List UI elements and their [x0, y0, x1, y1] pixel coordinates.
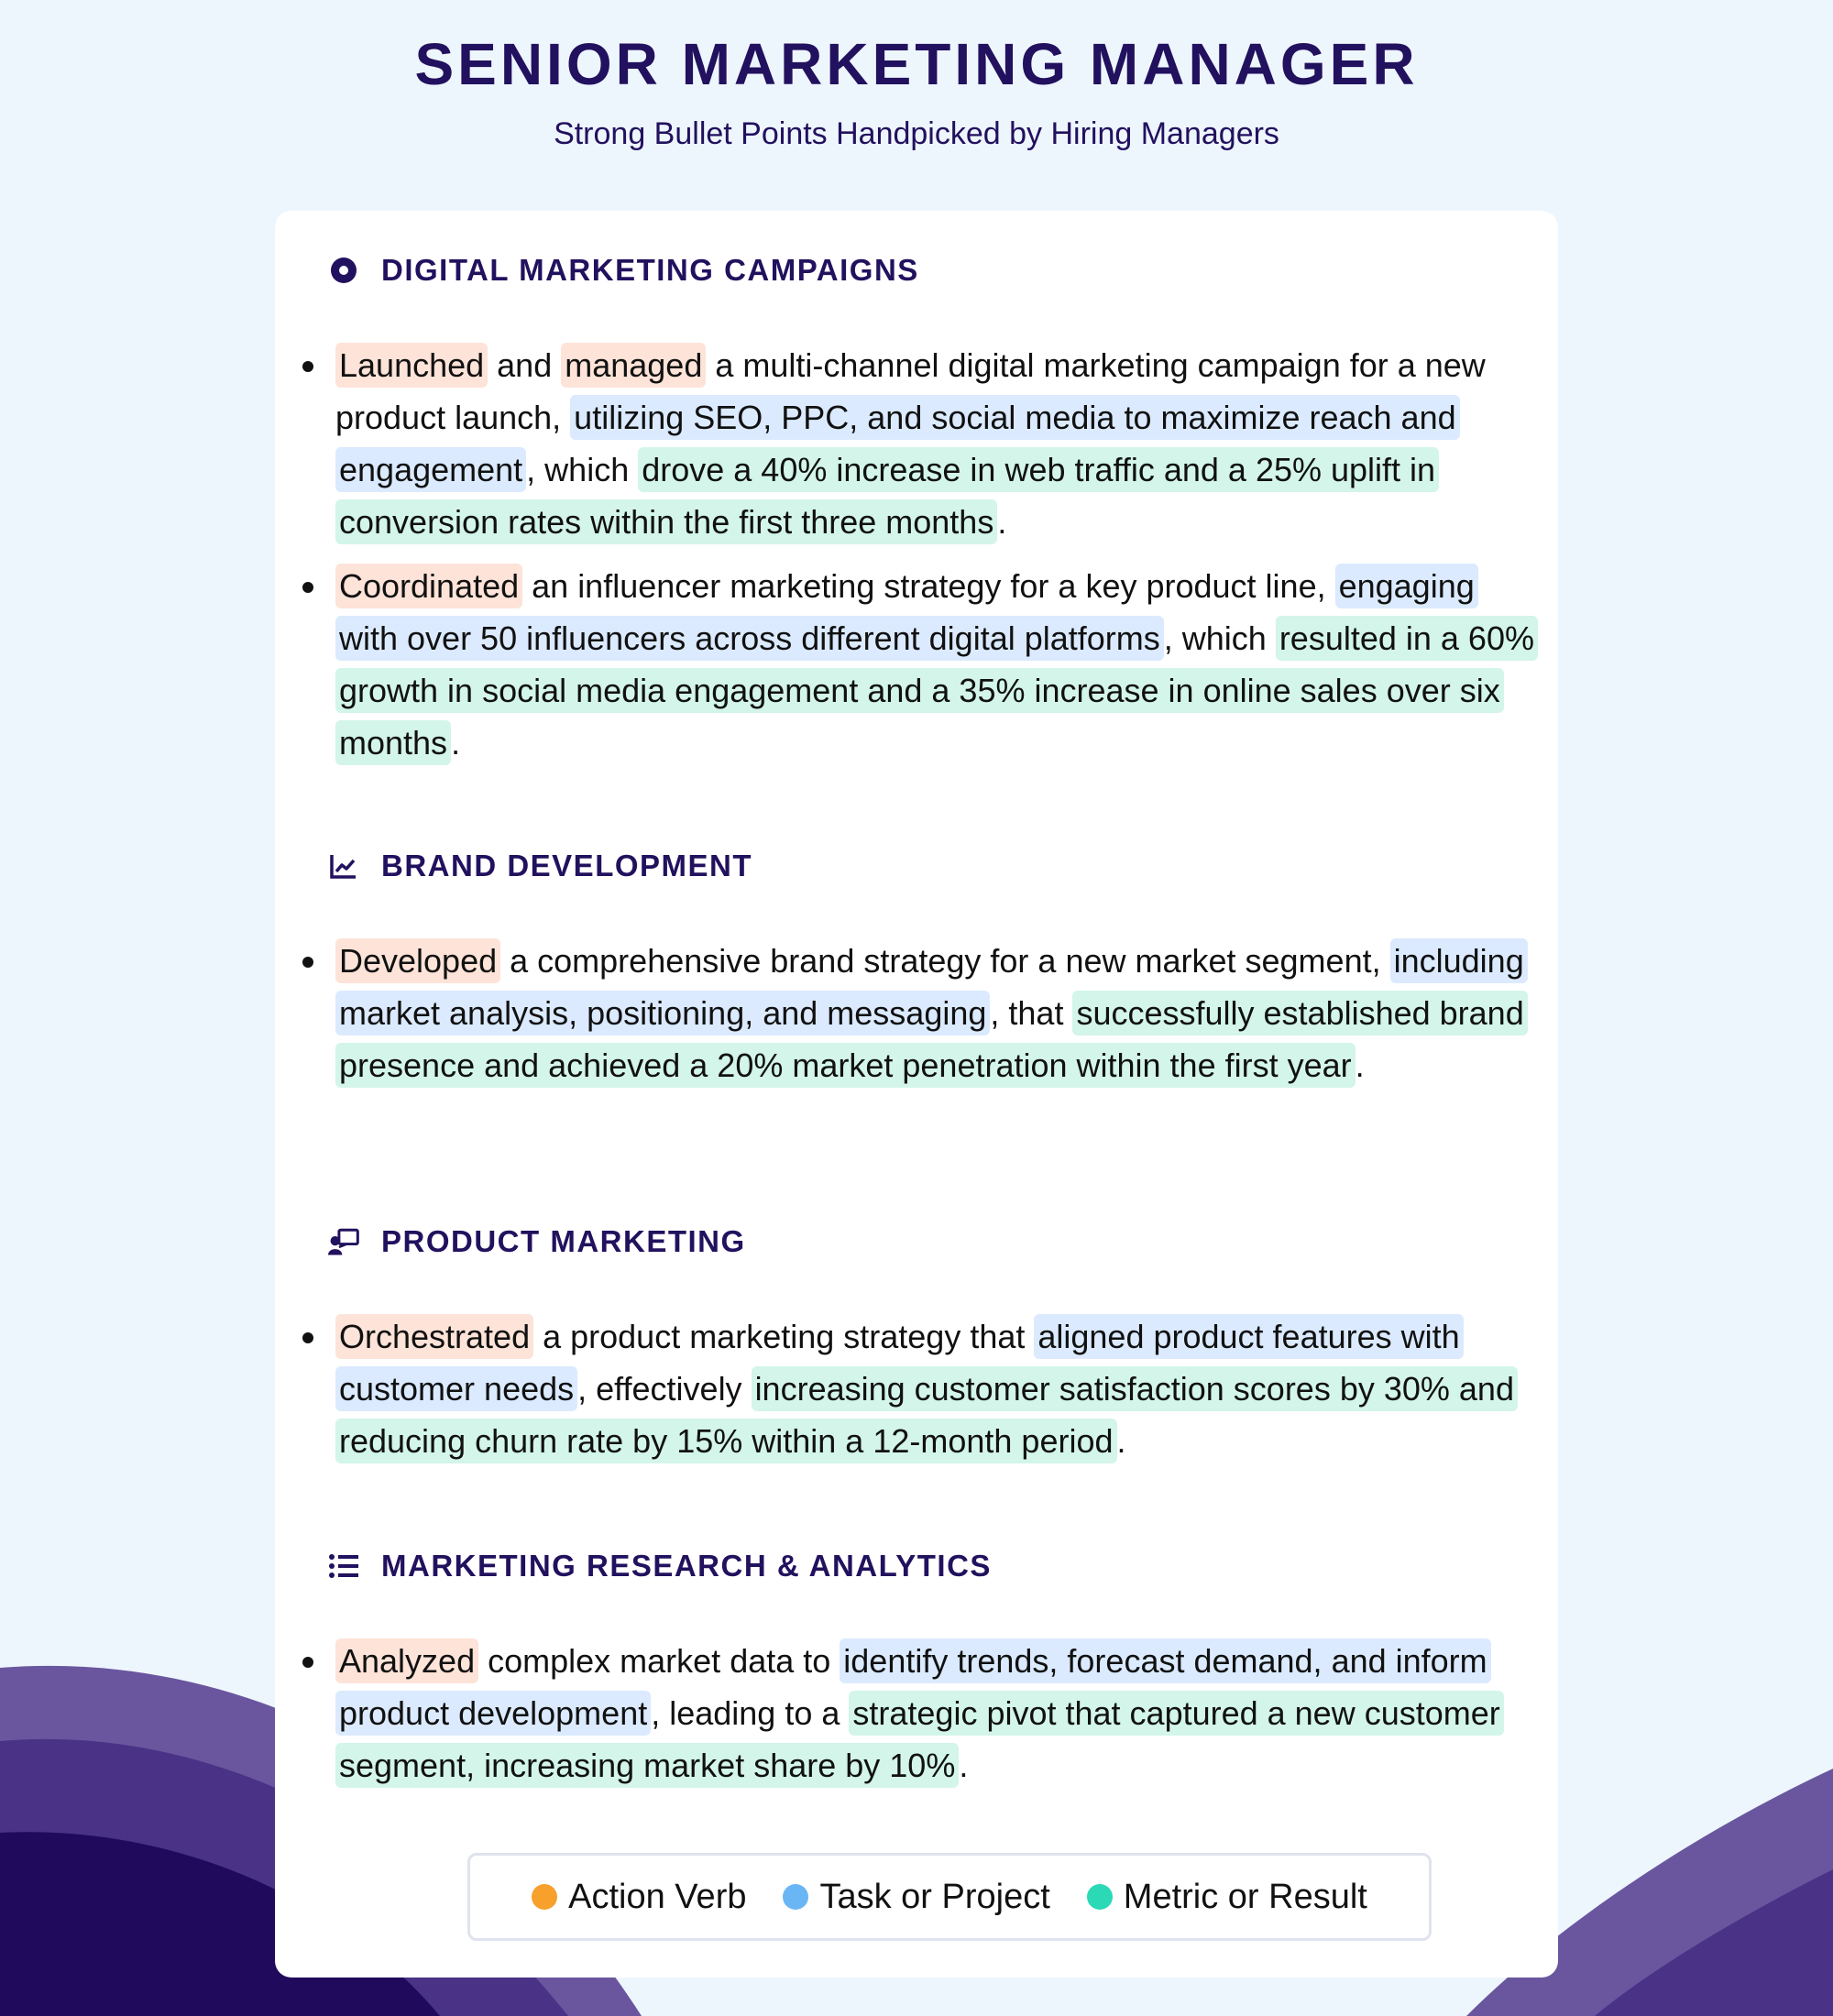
bullet-text: .	[959, 1747, 969, 1784]
legend-item-task	[783, 1878, 1049, 1917]
bullet-list	[275, 1310, 1558, 1479]
legend-label: Metric or Result	[1123, 1877, 1367, 1916]
metric-phrase: drove a 40% increase in web traffic and a 25% uplift in conversion rates within the first three months	[335, 447, 1439, 544]
bullet-list	[275, 1635, 1558, 1803]
task-phrase: aligned product features with customer needs	[335, 1314, 1464, 1411]
section-header-research-analytics	[328, 1543, 992, 1589]
action-verb: Analyzed	[335, 1638, 478, 1683]
legend-item-metric	[1087, 1878, 1367, 1917]
section-header-brand-development	[328, 843, 752, 889]
legend-label: Task or Project	[819, 1877, 1050, 1916]
bullet-text: , leading to a	[651, 1694, 850, 1732]
metric-phrase: successfully established brand presence and achieved a 20% market penetration within the first year	[335, 991, 1528, 1088]
bullet-text: .	[451, 724, 461, 761]
bullet-item	[275, 935, 1558, 1091]
legend-label: Action Verb	[568, 1877, 747, 1916]
bullet-item	[275, 339, 1558, 548]
action-verb: Orchestrated	[335, 1314, 533, 1359]
action-verb: Launched	[335, 343, 488, 388]
bullet-text: , which	[1163, 619, 1276, 657]
legend-item-action-verb	[532, 1878, 746, 1917]
highlight-legend	[467, 1853, 1432, 1941]
bullet-text: .	[997, 503, 1007, 541]
metric-phrase: strategic pivot that captured a new customer segment, increasing market share by 10%	[335, 1691, 1504, 1788]
orange-dot-icon	[532, 1884, 557, 1910]
trending-chart-icon	[328, 850, 359, 882]
bullet-item	[275, 1310, 1558, 1467]
action-verb: Developed	[335, 938, 500, 983]
teal-dot-icon	[1087, 1884, 1113, 1910]
bullet-text: an influencer marketing strategy for a key product line,	[522, 567, 1335, 605]
bullet-item	[275, 560, 1558, 769]
task-phrase: engaging with over 50 influencers across different digital platforms	[335, 564, 1478, 661]
section-title: PRODUCT MARKETING	[381, 1224, 746, 1258]
page-title: SENIOR MARKETING MANAGER	[414, 31, 1419, 97]
task-phrase: identify trends, forecast demand, and inform product development	[335, 1638, 1491, 1736]
bullet-text: , that	[990, 994, 1073, 1032]
section-header-product-marketing	[328, 1219, 746, 1265]
task-phrase: utilizing SEO, PPC, and social media to maximize reach and engagement	[335, 395, 1460, 492]
bullet-text: , effectively	[577, 1370, 752, 1408]
section-header-digital-marketing	[328, 247, 919, 293]
list-icon	[328, 1550, 359, 1582]
presenter-icon	[328, 1226, 359, 1257]
bullet-text: .	[1116, 1422, 1126, 1460]
task-phrase: including market analysis, positioning, and messaging	[335, 938, 1528, 1035]
page-header	[0, 27, 1833, 152]
bullet-list	[275, 339, 1558, 781]
section-title: MARKETING RESEARCH & ANALYTICS	[381, 1549, 992, 1583]
bullet-list	[275, 935, 1558, 1103]
action-verb: managed	[561, 343, 706, 388]
target-icon	[328, 255, 359, 286]
content-card	[275, 211, 1558, 1978]
bullet-text: .	[1355, 1046, 1365, 1084]
bullet-text: , which	[526, 451, 639, 488]
section-title: BRAND DEVELOPMENT	[381, 849, 753, 882]
bullet-text: a multi-channel digital marketing campaign for a new product launch,	[335, 346, 1486, 436]
bullet-text: complex market data to	[478, 1642, 840, 1680]
section-title: DIGITAL MARKETING CAMPAIGNS	[381, 253, 919, 287]
metric-phrase: increasing customer satisfaction scores by 30% and reducing churn rate by 15% within a 12-month period	[335, 1366, 1518, 1463]
bullet-text: a comprehensive brand strategy for a new market segment,	[500, 942, 1390, 980]
bullet-text: a product marketing strategy that	[533, 1318, 1035, 1355]
metric-phrase: resulted in a 60% growth in social media engagement and a 35% increase in online sales over six months	[335, 616, 1538, 765]
blue-dot-icon	[783, 1884, 808, 1910]
bullet-item	[275, 1635, 1558, 1791]
page-subtitle: Strong Bullet Points Handpicked by Hiring Managers	[554, 116, 1279, 151]
bullet-text: and	[488, 346, 562, 384]
action-verb: Coordinated	[335, 564, 522, 608]
